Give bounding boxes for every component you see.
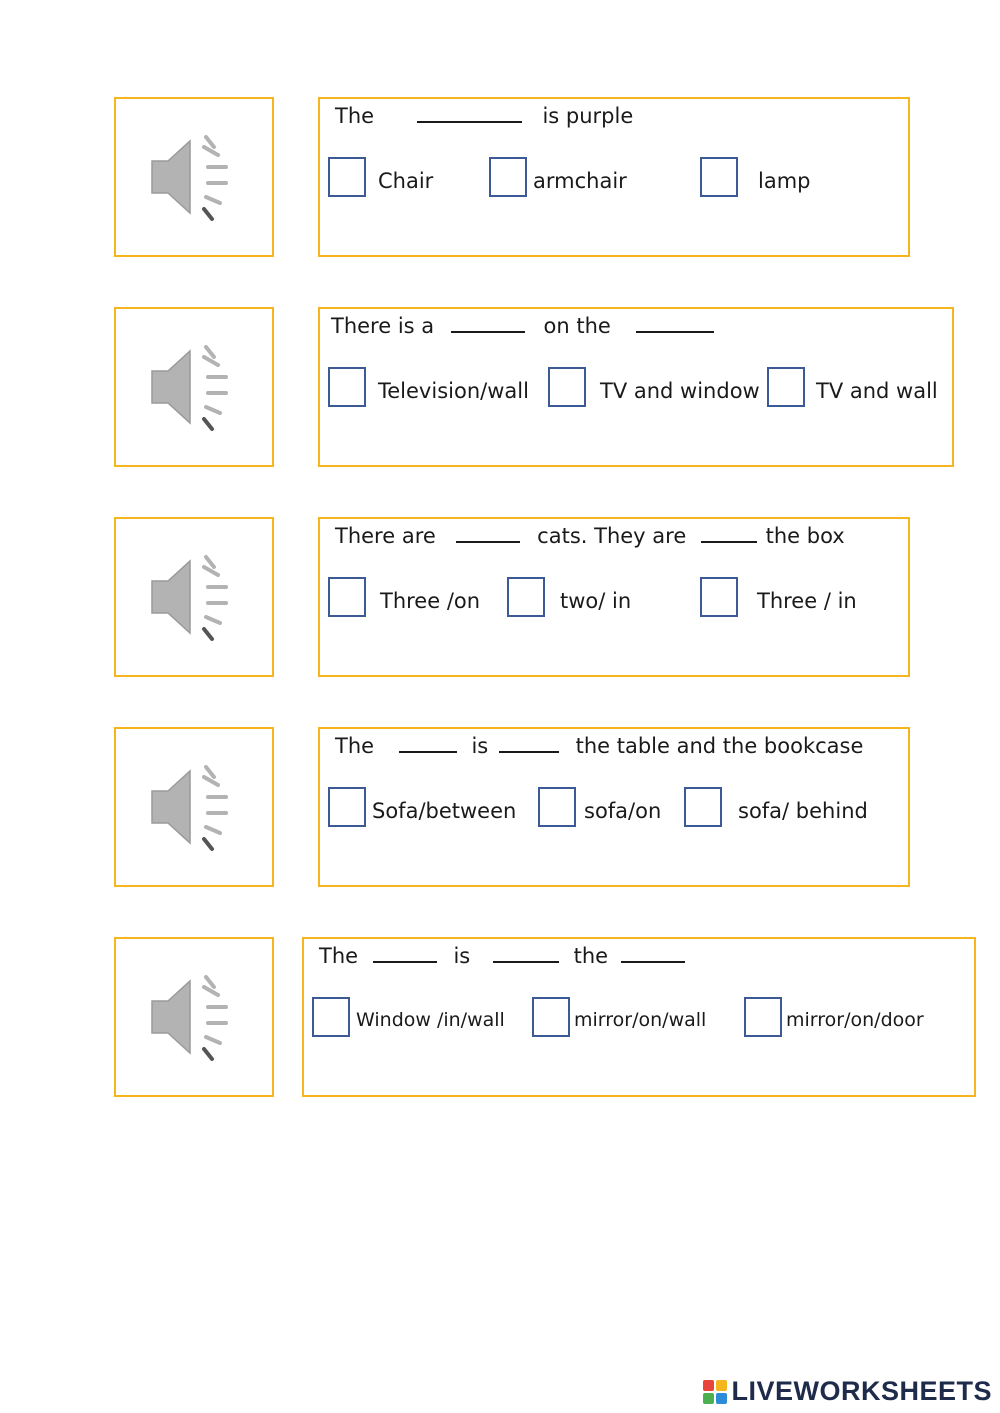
question-text-2: There is a on the [331,314,714,338]
audio-button-5[interactable] [114,937,274,1097]
audio-button-1[interactable] [114,97,274,257]
option-label: armchair [533,169,627,193]
answer-blank [456,526,520,543]
logo-text: LIVEWORKSHEETS [731,1376,992,1406]
option-checkbox-5-2[interactable] [532,997,570,1037]
option-label: lamp [758,169,811,193]
option-checkbox-3-3[interactable] [700,577,738,617]
answer-blank [399,736,457,753]
option-checkbox-2-1[interactable] [328,367,366,407]
question-text-5: The is the [319,944,685,968]
option-checkbox-2-3[interactable] [767,367,805,407]
option-checkbox-2-2[interactable] [548,367,586,407]
option-label: Television/wall [378,379,529,403]
speaker-icon [144,757,244,857]
option-checkbox-1-1[interactable] [328,157,366,197]
speaker-icon [144,337,244,437]
option-checkbox-4-1[interactable] [328,787,366,827]
question-card-3 [318,517,910,677]
option-label: two/ in [560,589,632,613]
option-label: Three /on [380,589,481,613]
option-label: Three / in [757,589,857,613]
question-card-4 [318,727,910,887]
option-checkbox-1-3[interactable] [700,157,738,197]
audio-button-3[interactable] [114,517,274,677]
option-checkbox-3-2[interactable] [507,577,545,617]
option-label: Chair [378,169,434,193]
option-checkbox-4-2[interactable] [538,787,576,827]
option-label: sofa/on [584,799,662,823]
answer-blank [701,526,757,543]
option-label: Sofa/between [372,799,517,823]
question-card-5 [302,937,976,1097]
question-text-3: There are cats. They are the box [335,524,845,548]
option-checkbox-3-1[interactable] [328,577,366,617]
answer-blank [417,106,522,123]
option-checkbox-5-3[interactable] [744,997,782,1037]
logo-mark-icon [703,1380,727,1404]
speaker-icon [144,127,244,227]
audio-button-4[interactable] [114,727,274,887]
option-label: Window /in/wall [356,1009,505,1031]
option-label: mirror/on/wall [574,1009,707,1031]
option-checkbox-4-3[interactable] [684,787,722,827]
answer-blank [636,316,714,333]
answer-blank [499,736,559,753]
option-label: mirror/on/door [786,1009,924,1031]
answer-blank [493,946,559,963]
question-card-2 [318,307,954,467]
option-label: sofa/ behind [738,799,868,823]
question-text-4: The is the table and the bookcase [335,734,864,758]
answer-blank [451,316,525,333]
option-checkbox-1-2[interactable] [489,157,527,197]
option-checkbox-5-1[interactable] [312,997,350,1037]
answer-blank [373,946,437,963]
audio-button-2[interactable] [114,307,274,467]
speaker-icon [144,547,244,647]
question-card-1 [318,97,910,257]
question-text-1: The is purple [335,104,634,128]
speaker-icon [144,967,244,1067]
option-label: TV and wall [816,379,938,403]
option-label: TV and window [600,379,760,403]
liveworksheets-logo [703,1376,992,1407]
answer-blank [621,946,685,963]
